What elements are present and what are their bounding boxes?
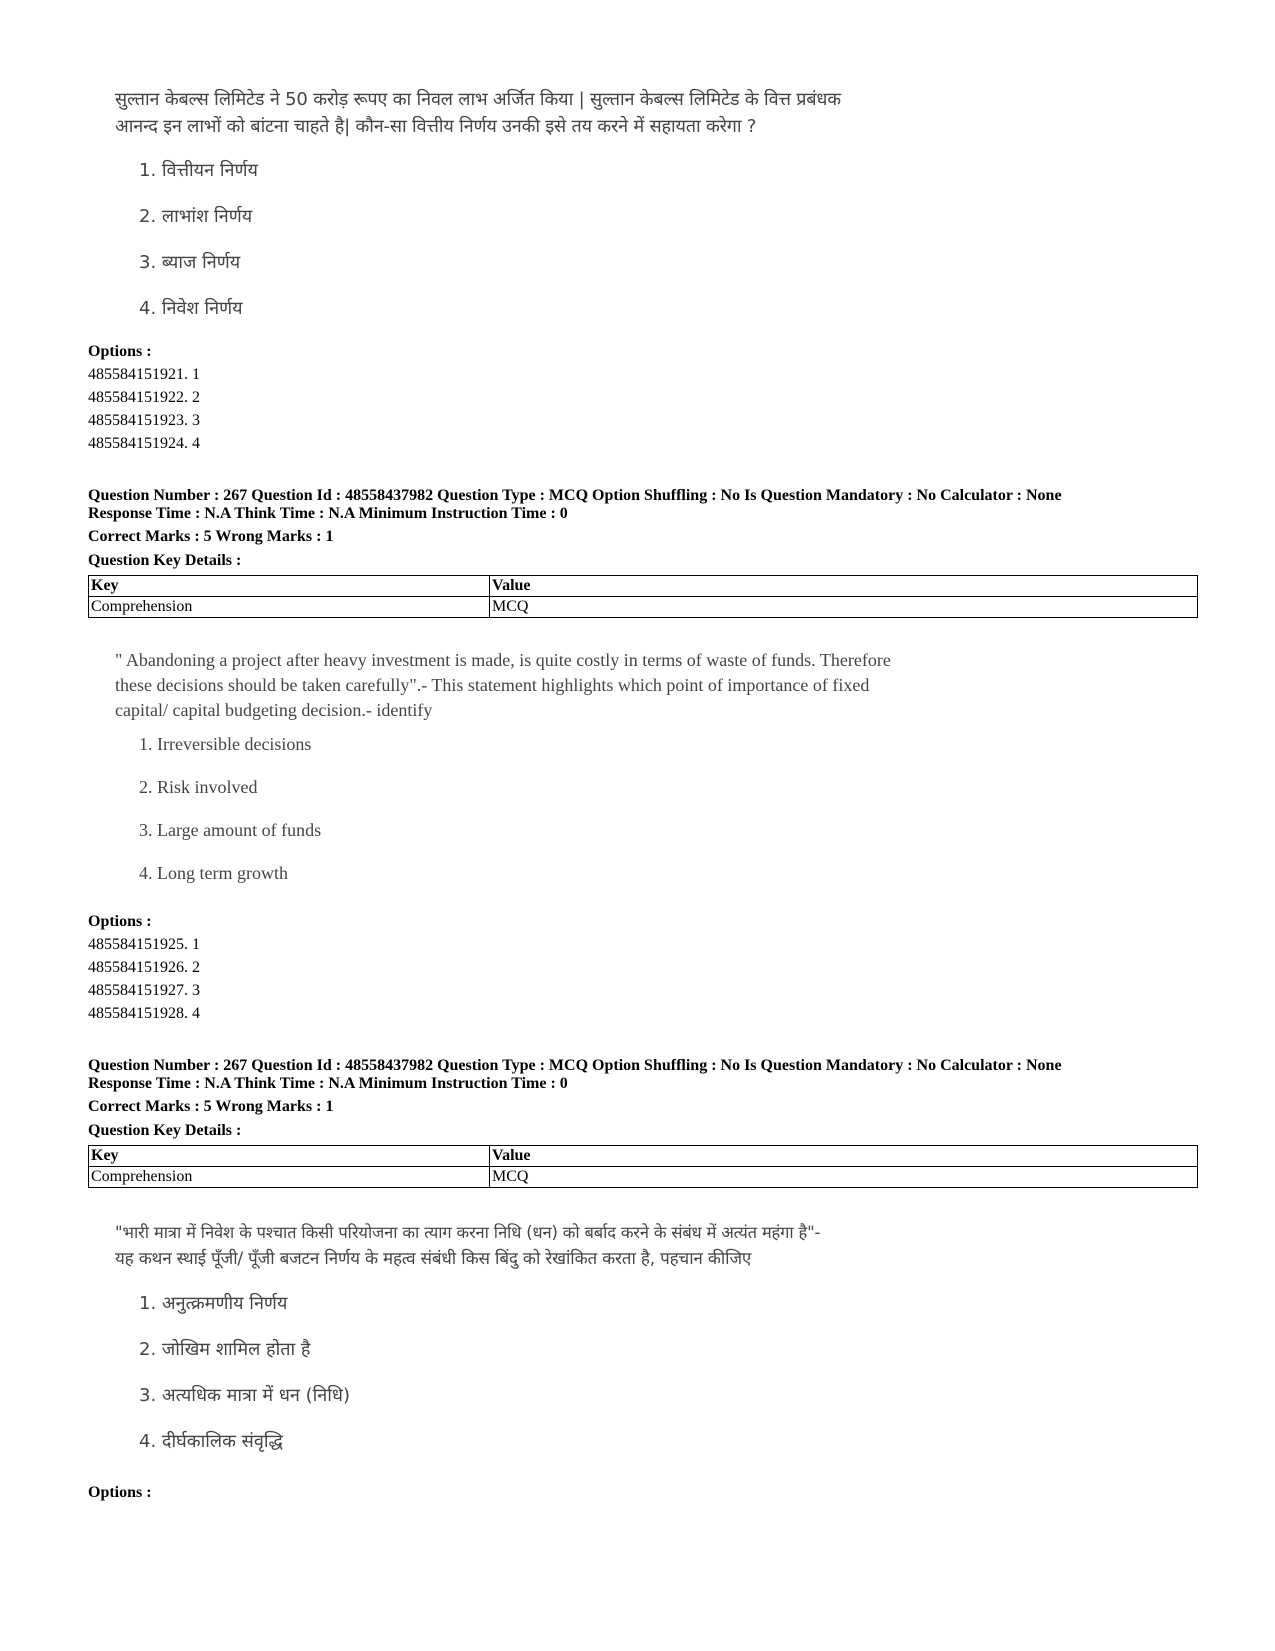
option-id: 485584151924. 4 [88, 435, 200, 452]
question-stem-line: these decisions should be taken carefully".- This statement highlights which point of importance of fixed [115, 675, 870, 695]
option-id: 485584151927. 3 [88, 982, 200, 999]
question-stem-line: " Abandoning a project after heavy investment is made, is quite costly in terms of waste of funds. Therefore [115, 650, 891, 670]
question-stem-line: यह कथन स्थाई पूँजी/ पूँजी बजटन निर्णय के महत्व संबंधी किस बिंदु को रेखांकित करता है, पहचान कीजिए [115, 1249, 752, 1269]
table-cell-key: Comprehension [89, 1167, 490, 1188]
question-image-hindi-2 [115, 1219, 1015, 1452]
option-id: 485584151925. 1 [88, 936, 200, 953]
option-id: 485584151928. 4 [88, 1005, 200, 1022]
choice-2: 2. जोखिम शामिल होता है [139, 1339, 311, 1360]
question-image-english [115, 648, 1015, 883]
question-stem-line: सुल्तान केबल्स लिमिटेड ने 50 करोड़ रूपए का निवल लाभ अर्जित किया | सुल्तान केबल्स लिमिटेड के वित्त प्रबंधक [115, 89, 841, 110]
choice-1: 1. Irreversible decisions [139, 734, 312, 754]
choice-4: 4. Long term growth [139, 863, 288, 883]
option-id: 485584151922. 2 [88, 389, 200, 406]
choice-4: 4. निवेश निर्णय [139, 298, 243, 319]
question-stem-line: capital/ capital budgeting decision.- identify [115, 700, 433, 720]
question-meta: Response Time : N.A Think Time : N.A Minimum Instruction Time : 0 [88, 1075, 568, 1092]
choice-1: 1. अनुत्क्रमणीय निर्णय [139, 1293, 288, 1314]
option-id: 485584151923. 3 [88, 412, 200, 429]
question-stem-line: आनन्द इन लाभों को बांटना चाहते है| कौन-सा वित्तीय निर्णय उनकी इसे तय करने में सहायता करेगा ? [115, 116, 757, 137]
choice-3: 3. अत्यधिक मात्रा में धन (निधि) [139, 1385, 351, 1406]
question-meta: Question Number : 267 Question Id : 48558437982 Question Type : MCQ Option Shuffling : No Is Question Mandatory : No Calculator : None [88, 487, 1062, 504]
question-meta: Response Time : N.A Think Time : N.A Minimum Instruction Time : 0 [88, 505, 568, 522]
option-id: 485584151926. 2 [88, 959, 200, 976]
choice-2: 2. Risk involved [139, 777, 258, 797]
choice-3: 3. Large amount of funds [139, 820, 322, 840]
marks-line: Correct Marks : 5 Wrong Marks : 1 [88, 528, 334, 545]
marks-line: Correct Marks : 5 Wrong Marks : 1 [88, 1098, 334, 1115]
table-header-value: Value [490, 1146, 1198, 1167]
question-meta: Question Number : 267 Question Id : 48558437982 Question Type : MCQ Option Shuffling : No Is Question Mandatory : No Calculator : None [88, 1057, 1062, 1074]
question-image-hindi-1 [115, 86, 1045, 319]
table-cell-value: MCQ [490, 597, 1198, 618]
table-header-row [89, 1146, 1198, 1167]
options-label: Options : [88, 913, 152, 930]
table-row [89, 1167, 1198, 1188]
table-header-key: Key [89, 576, 490, 597]
table-header-row [89, 576, 1198, 597]
key-details-label: Question Key Details : [88, 1122, 242, 1139]
choice-3: 3. ब्याज निर्णय [139, 252, 241, 273]
option-id: 485584151921. 1 [88, 366, 200, 383]
question-stem-line: "भारी मात्रा में निवेश के पश्चात किसी परियोजना का त्याग करना निधि (धन) को बर्बाद करने के संबंध में अत्यंत महंगा है"- [115, 1223, 821, 1242]
table-cell-value: MCQ [490, 1167, 1198, 1188]
table-header-key: Key [89, 1146, 490, 1167]
options-label: Options : [88, 1484, 152, 1501]
choice-4: 4. दीर्घकालिक संवृद्धि [139, 1431, 283, 1452]
table-header-value: Value [490, 576, 1198, 597]
choice-2: 2. लाभांश निर्णय [139, 206, 253, 227]
table-cell-key: Comprehension [89, 597, 490, 618]
options-label: Options : [88, 343, 152, 360]
key-details-label: Question Key Details : [88, 552, 242, 569]
key-details-table [88, 1145, 1198, 1188]
key-details-table [88, 575, 1198, 618]
table-row [89, 597, 1198, 618]
choice-1: 1. वित्तीयन निर्णय [139, 160, 258, 181]
